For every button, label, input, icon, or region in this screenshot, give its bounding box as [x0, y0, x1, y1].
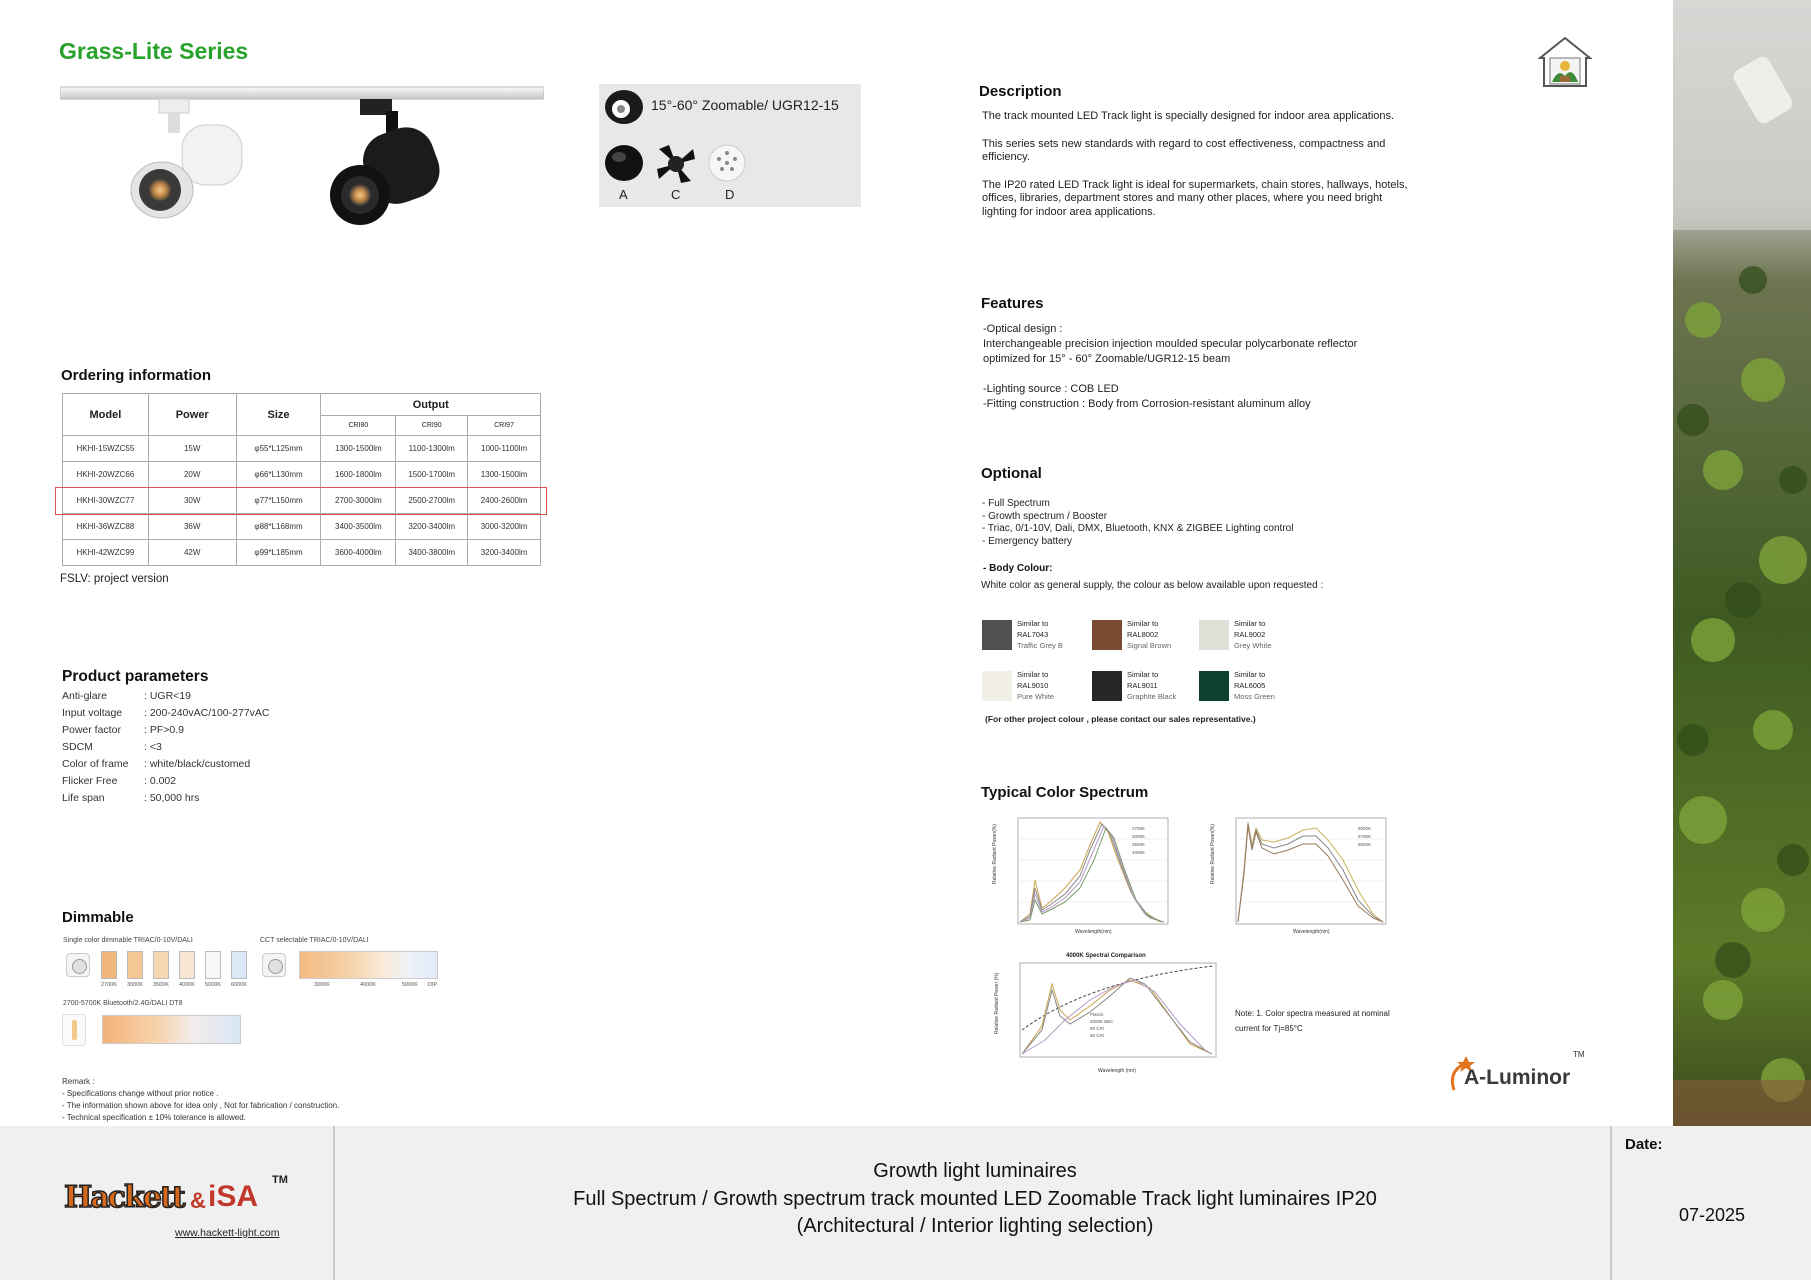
colour-chip	[1199, 671, 1229, 701]
body-colour-title: - Body Colour:	[983, 563, 1053, 574]
series-title: Grass-Lite Series	[59, 38, 249, 64]
cct-tick: DIP	[428, 982, 438, 988]
cell-cri97: 3000-3200lm	[468, 514, 541, 540]
cell-power: 15W	[148, 436, 236, 462]
hackett-logo-tm: TM	[272, 1174, 288, 1186]
cell-cri90: 1500-1700lm	[396, 462, 468, 488]
spectrum-title: Typical Color Spectrum	[981, 784, 1149, 801]
swatch-3000k	[127, 951, 143, 979]
svg-text:4000K Spectral Comparison: 4000K Spectral Comparison	[1066, 953, 1146, 959]
footer-line-2: Full Spectrum / Growth spectrum track mounted LED Zoomable Track light luminaires IP20	[573, 1187, 1377, 1210]
description-paragraph: This series sets new standards with regard to cost effectiveness, compactness and efficiency.	[982, 137, 1386, 163]
optional-title: Optional	[981, 465, 1042, 482]
a-luminor-logo	[1446, 1050, 1586, 1096]
svg-text:5000K: 5000K	[1358, 826, 1372, 831]
optional-item: - Emergency battery	[982, 535, 1073, 547]
cct-tick: 4000K	[360, 982, 376, 988]
footer-title	[336, 1158, 1614, 1241]
cell-cri97: 3200-3400lm	[468, 540, 541, 566]
single-dim-label: Single color dimmable TRIAC/0-10V/DALI	[63, 937, 193, 944]
optional-item: - Full Spectrum	[982, 498, 1050, 509]
option-c-louver-icon	[655, 143, 697, 185]
swatch-3500k	[153, 951, 169, 979]
col-model: Model	[63, 394, 149, 436]
cell-model: HKHI-30WZC77	[63, 488, 149, 514]
cell-model: HKHI-15WZC55	[63, 436, 149, 462]
zoom-lens-icon	[604, 89, 644, 125]
param-value: : UGR<19	[144, 690, 191, 702]
option-a-icon	[604, 143, 644, 183]
hackett-logo-right: iSA	[208, 1180, 259, 1213]
date-value: 07-2025	[1679, 1205, 1746, 1225]
swatch-6000k	[231, 951, 247, 979]
cell-power: 36W	[148, 514, 236, 540]
cell-size: φ66*L130mm	[236, 462, 321, 488]
remark-line: - Specifications change without prior notice .	[62, 1089, 219, 1098]
svg-text:Relative Radiant Power(%): Relative Radiant Power(%)	[1210, 823, 1216, 884]
svg-text:Wavelength(nm): Wavelength(nm)	[1293, 929, 1330, 935]
tunable-switch-icon	[62, 1014, 86, 1046]
cell-cri80: 3400-3500lm	[321, 514, 396, 540]
svg-text:90 CRI: 90 CRI	[1090, 1033, 1105, 1038]
ordering-title: Ordering information	[61, 367, 211, 384]
cell-cri90: 3200-3400lm	[396, 514, 468, 540]
col-cri80: CRI80	[321, 416, 396, 436]
svg-text:4000K: 4000K	[1132, 850, 1146, 855]
cct-tick: 5000K	[402, 982, 418, 988]
description-paragraph: The track mounted LED Track light is specially designed for indoor area applications.	[982, 110, 1395, 122]
cct-label: 3000K	[127, 982, 143, 988]
cell-cri80: 1600-1800lm	[321, 462, 396, 488]
colour-chip	[1092, 620, 1122, 650]
cell-size: φ88*L168mm	[236, 514, 321, 540]
feature-line: -Optical design :	[983, 323, 1063, 335]
fslv-note: FSLV: project version	[60, 573, 169, 585]
colour-label: Similar to RAL6005 Moss Green	[1234, 670, 1275, 701]
col-size: Size	[236, 394, 321, 436]
svg-text:3500K: 3500K	[1132, 842, 1146, 847]
cct-tick: 3000K	[314, 982, 330, 988]
param-row	[62, 724, 270, 741]
svg-text:Wavelength(nm): Wavelength(nm)	[1075, 929, 1112, 935]
table-row	[63, 462, 541, 488]
param-key: Life span	[62, 792, 105, 804]
remark-line: - Technical specification ± 10% tolerance is allowed.	[62, 1113, 246, 1122]
cct-label: 2700K	[101, 982, 117, 988]
params-title: Product parameters	[62, 668, 209, 685]
colour-label: Similar to RAL9002 Grey White	[1234, 619, 1272, 650]
optional-item: - Triac, 0/1-10V, Dali, DMX, Bluetooth, KNX & ZIGBEE Lighting control	[982, 523, 1294, 534]
green-wall-photo	[1673, 0, 1811, 1126]
col-output: Output	[321, 394, 541, 416]
param-row	[62, 792, 270, 809]
cell-size: φ99*L185mm	[236, 540, 321, 566]
spectrum-chart-warm	[990, 810, 1180, 935]
svg-text:Relative Radiant Power (%): Relative Radiant Power (%)	[994, 972, 1000, 1034]
date-label: Date:	[1625, 1136, 1663, 1153]
svg-text:4000K BBC: 4000K BBC	[1090, 1019, 1114, 1024]
param-value: : <3	[144, 741, 162, 753]
swatch-5000k	[205, 951, 221, 979]
svg-text:Planck: Planck	[1090, 1012, 1104, 1017]
colour-chip	[982, 671, 1012, 701]
feature-line: optimized for 15° - 60° Zoomable/UGR12-15 beam	[983, 353, 1231, 365]
param-value: : 200-240vAC/100-277vAC	[144, 707, 270, 719]
dimmer-knob-icon	[262, 953, 286, 977]
svg-text:2700K: 2700K	[1132, 826, 1146, 831]
col-cri90: CRI90	[396, 416, 468, 436]
table-row	[63, 514, 541, 540]
cell-power: 20W	[148, 462, 236, 488]
param-key: Input voltage	[62, 707, 123, 719]
other-colour-note: (For other project colour , please contact our sales representative.)	[985, 714, 1256, 724]
svg-text:Wavelength (nm): Wavelength (nm)	[1098, 1068, 1136, 1074]
col-power: Power	[148, 394, 236, 436]
spectrum-chart-comparison	[990, 950, 1230, 1075]
features-text	[983, 322, 1433, 412]
col-cri97: CRI97	[468, 416, 541, 436]
param-value: : white/black/customed	[144, 758, 251, 770]
colour-label: Similar to RAL8002 Signal Brown	[1127, 619, 1172, 650]
description-text	[982, 110, 1412, 233]
footer-line-3: (Architectural / Interior lighting selection)	[796, 1215, 1154, 1237]
footer-divider	[333, 1126, 335, 1280]
feature-line: Interchangeable precision injection moulded specular polycarbonate reflector	[983, 338, 1358, 350]
spectrum-chart-cool	[1208, 810, 1398, 935]
cct-label: 4000K	[179, 982, 195, 988]
cell-cri80: 1300-1500lm	[321, 436, 396, 462]
remark-line: - The information shown above for idea only , Not for fabrication / construction.	[62, 1101, 340, 1110]
swatch-2700k	[101, 951, 117, 979]
optional-list	[982, 498, 1293, 548]
colour-chip	[1199, 620, 1229, 650]
cell-cri97: 1000-1100lm	[468, 436, 541, 462]
params-list	[62, 690, 270, 809]
hackett-logo-left: Hackett	[64, 1180, 184, 1215]
cell-cri80: 3600-4000lm	[321, 540, 396, 566]
dimmable-title: Dimmable	[62, 909, 134, 926]
website-link[interactable]: www.hackett-light.com	[175, 1227, 280, 1239]
param-value: : 50,000 hrs	[144, 792, 200, 804]
svg-text:3000K: 3000K	[1132, 834, 1146, 839]
param-key: Power factor	[62, 724, 121, 736]
feature-line: -Lighting source : COB LED	[983, 383, 1119, 395]
svg-text:5700K: 5700K	[1358, 834, 1372, 839]
cell-power: 42W	[148, 540, 236, 566]
cell-cri97: 2400-2600lm	[468, 488, 541, 514]
ordering-table	[62, 393, 541, 566]
cell-cri90: 3400-3800lm	[396, 540, 468, 566]
remark-title: Remark :	[62, 1077, 95, 1086]
param-row	[62, 690, 270, 707]
features-title: Features	[981, 295, 1044, 312]
cct-label: 3500K	[153, 982, 169, 988]
hackett-isa-logo	[64, 1174, 294, 1220]
param-row	[62, 775, 270, 792]
colour-chip	[1092, 671, 1122, 701]
param-row	[62, 707, 270, 724]
param-row	[62, 758, 270, 775]
param-value: : 0.002	[144, 775, 177, 787]
param-row	[62, 741, 270, 758]
table-row	[63, 540, 541, 566]
description-title: Description	[979, 83, 1062, 100]
param-key: Flicker Free	[62, 775, 118, 787]
optic-main-label: 15°-60° Zoomable/ UGR12-15	[651, 97, 839, 113]
a-luminor-text: A-Luminor	[1464, 1066, 1571, 1089]
param-key: SDCM	[62, 741, 93, 753]
cell-cri90: 1100-1300lm	[396, 436, 468, 462]
colour-label: Similar to RAL9011 Graphite Black	[1127, 670, 1177, 701]
tunable-gradient-bar	[102, 1015, 241, 1044]
cct-label: 5000K	[205, 982, 221, 988]
cell-size: φ55*L125mm	[236, 436, 321, 462]
param-value: : PF>0.9	[144, 724, 184, 736]
cell-size: φ77*L150mm	[236, 488, 321, 514]
cct-label: 6000K	[231, 982, 247, 988]
cell-cri90: 2500-2700lm	[396, 488, 468, 514]
footer-line-1: Growth light luminaires	[873, 1160, 1077, 1182]
svg-text:80 CRI: 80 CRI	[1090, 1026, 1105, 1031]
cct-select-label: CCT selectable TRIAC/0-10V/DALI	[260, 937, 369, 944]
feature-line: -Fitting construction : Body from Corrosion-resistant aluminum alloy	[983, 398, 1311, 410]
param-key: Color of frame	[62, 758, 129, 770]
swatch-4000k	[179, 951, 195, 979]
cell-model: HKHI-42WZC99	[63, 540, 149, 566]
remark-block	[62, 1076, 339, 1124]
table-row	[63, 436, 541, 462]
a-luminor-tm: TM	[1573, 1050, 1585, 1059]
description-paragraph: The IP20 rated LED Track light is ideal for supermarkets, chain stores, hallways, hotels, offices, libraries, department stores and many other places, where you need bright lighting for indoor area applications.	[982, 178, 1408, 218]
cell-cri80: 2700-3000lm	[321, 488, 396, 514]
tunable-label: 2700-5700K Bluetooth/2.4G/DALI DT8	[63, 1000, 183, 1007]
param-key: Anti-glare	[62, 690, 107, 702]
svg-text:6500K: 6500K	[1358, 842, 1372, 847]
house-logo-icon	[1538, 36, 1592, 88]
cell-model: HKHI-36WZC88	[63, 514, 149, 540]
cell-model: HKHI-20WZC66	[63, 462, 149, 488]
body-colour-note: White color as general supply, the colour as below available upon requested :	[981, 580, 1324, 591]
cct-gradient-bar	[299, 951, 438, 979]
colour-chip	[982, 620, 1012, 650]
spectrum-note: Note: 1. Color spectra measured at nominal current for Tj=85°C	[1235, 1009, 1390, 1033]
optional-item: - Growth spectrum / Booster	[982, 510, 1108, 522]
dimmer-knob-icon	[66, 953, 90, 977]
colour-label: Similar to RAL9010 Pure White	[1017, 670, 1055, 701]
highlight-box	[55, 487, 547, 515]
cell-power: 30W	[148, 488, 236, 514]
colour-label: Similar to RAL7043 Traffic Grey B	[1017, 619, 1063, 650]
option-label-c: C	[671, 187, 681, 202]
option-label-a: A	[619, 187, 628, 202]
option-d-lens-icon	[707, 143, 749, 185]
hackett-logo-amp: &	[190, 1188, 206, 1213]
svg-text:Relative Radiant Power(%): Relative Radiant Power(%)	[992, 823, 998, 884]
option-label-d: D	[725, 187, 735, 202]
product-photo	[60, 85, 544, 235]
cell-cri97: 1300-1500lm	[468, 462, 541, 488]
